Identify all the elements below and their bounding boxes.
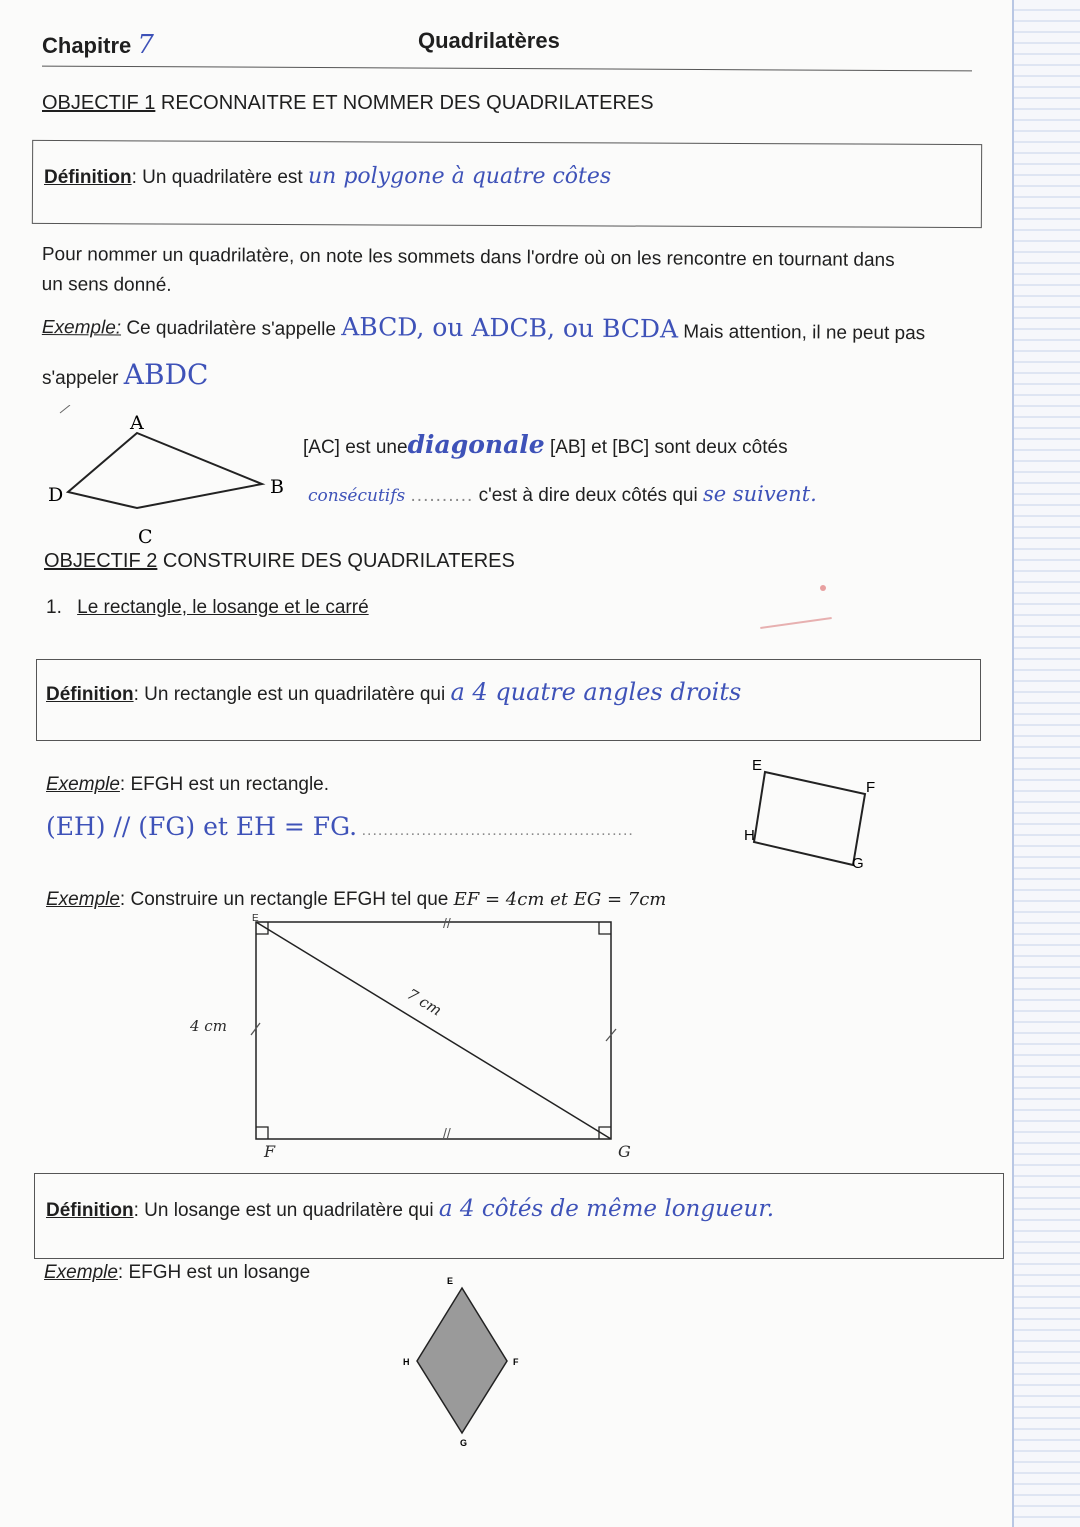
kite-figure bbox=[40, 405, 300, 550]
objective-2-heading bbox=[44, 550, 515, 573]
naming-line-2: un sens donné. bbox=[41, 273, 172, 296]
small-rectangle-figure bbox=[740, 752, 880, 877]
objective-1-label: OBJECTIF 1 bbox=[42, 92, 156, 114]
diagonal-text-3: c'est à dire deux côtés qui bbox=[478, 485, 698, 506]
small-rect-label-h: H bbox=[744, 827, 755, 844]
objective-1-title: RECONNAITRE ET NOMMER DES QUADRILATERES bbox=[160, 92, 654, 114]
example-1-answer: ABCD, ou ADCB, ou BCDA bbox=[341, 312, 679, 344]
definition-1-text: : Un quadrilatère est bbox=[131, 167, 303, 188]
objective-2-label: OBJECTIF 2 bbox=[44, 550, 158, 572]
definition-2-answer: a 4 quatre angles droits bbox=[450, 678, 742, 706]
section-1-title: Le rectangle, le losange et le carré bbox=[77, 597, 369, 618]
small-rect-label-e: E bbox=[752, 757, 763, 774]
losange-label-g: G bbox=[460, 1438, 468, 1448]
example-1-text-3: s'appeler bbox=[42, 368, 119, 389]
diagonal-text-1: [AC] est une bbox=[303, 437, 408, 458]
construction-label-f: F bbox=[264, 1142, 276, 1161]
graph-paper-edge bbox=[1012, 0, 1080, 1527]
chapter-label: Chapitre bbox=[42, 33, 132, 58]
losange-label-h: H bbox=[403, 1357, 410, 1367]
kite-label-d: D bbox=[48, 484, 64, 506]
diagonal-text-2: [AB] et [BC] sont deux côtés bbox=[549, 437, 788, 458]
definition-3 bbox=[46, 1196, 774, 1222]
diagonal-answer-3: se suivent. bbox=[702, 482, 817, 506]
losange-label-e: E bbox=[447, 1276, 454, 1286]
pen-mark bbox=[60, 405, 70, 413]
diagonal-line-2 bbox=[308, 482, 817, 507]
construction-label-e: E bbox=[252, 913, 259, 924]
kite-shape bbox=[68, 433, 262, 508]
kite-label-a: A bbox=[130, 412, 144, 434]
length-label-7cm: 7 cm bbox=[403, 984, 445, 1020]
objective-2-title: CONSTRUIRE DES QUADRILATERES bbox=[162, 550, 515, 572]
example-1-text-2: Mais attention, il ne peut pas bbox=[683, 321, 926, 345]
diagonal-answer-1: diagonale bbox=[407, 430, 545, 459]
example-1-text: Ce quadrilatère s'appelle bbox=[126, 317, 337, 341]
example-2-answer: (EH) // (FG) et EH = FG. bbox=[46, 812, 358, 841]
losange-figure bbox=[395, 1270, 535, 1455]
definition-3-text: : Un losange est un quadrilatère qui bbox=[133, 1200, 434, 1221]
right-angle-mark bbox=[256, 1127, 268, 1139]
diagonal-line-1 bbox=[303, 430, 788, 459]
example-4-label: Exemple bbox=[44, 1262, 118, 1283]
definition-2 bbox=[46, 678, 741, 706]
losange-label-f: F bbox=[513, 1357, 519, 1367]
example-2 bbox=[46, 774, 329, 796]
definition-1-answer: un polygone à quatre côtes bbox=[307, 164, 612, 189]
small-rect-label-g: G bbox=[852, 855, 864, 872]
definition-2-label: Définition bbox=[46, 684, 134, 705]
example-3-label: Exemple bbox=[46, 889, 120, 910]
example-2-text: : EFGH est un rectangle. bbox=[119, 774, 330, 795]
objective-1-heading bbox=[42, 92, 654, 115]
definition-1 bbox=[44, 164, 611, 189]
dotted-leader: .................................................. bbox=[361, 822, 634, 839]
naming-paragraph bbox=[42, 240, 982, 307]
kite-label-b: B bbox=[270, 476, 284, 498]
example-2-answer-line bbox=[46, 812, 634, 841]
example-1-line-2 bbox=[42, 358, 208, 391]
chapter-heading bbox=[42, 30, 154, 60]
example-1-answer-2: ABDC bbox=[123, 358, 209, 391]
example-4-text: : EFGH est un losange bbox=[117, 1262, 311, 1283]
small-rect-label-f: F bbox=[866, 779, 876, 796]
red-pen-mark bbox=[760, 617, 832, 629]
equal-tick-mark: // bbox=[443, 915, 451, 931]
right-angle-mark bbox=[599, 922, 611, 934]
definition-2-text: : Un rectangle est un quadrilatère qui bbox=[133, 684, 446, 705]
page-title: Quadrilatères bbox=[418, 28, 560, 53]
kite-label-c: C bbox=[138, 526, 153, 548]
header-rule bbox=[42, 66, 972, 72]
diagonal-answer-2: consécutifs bbox=[308, 486, 406, 506]
construction-figure bbox=[180, 905, 660, 1170]
naming-line-1: Pour nommer un quadrilatère, on note les sommets dans l'ordre où on les rencontre en tournant dans bbox=[41, 243, 895, 271]
equal-tick-mark: // bbox=[443, 1125, 451, 1141]
definition-3-answer: a 4 côtés de même longueur. bbox=[438, 1196, 775, 1222]
dotted-leader: .......... bbox=[410, 485, 474, 506]
example-1-label: Exemple: bbox=[41, 316, 122, 339]
example-2-label: Exemple bbox=[46, 774, 120, 795]
example-3-formula: EF = 4cm et EG = 7cm bbox=[453, 889, 667, 910]
construction-label-g: G bbox=[618, 1142, 631, 1161]
section-1-heading bbox=[46, 597, 369, 619]
diagonal-eg bbox=[256, 922, 611, 1139]
length-label-4cm: 4 cm bbox=[190, 1017, 227, 1035]
chapter-number: 7 bbox=[137, 30, 154, 60]
example-3-text: : Construire un rectangle EFGH tel que bbox=[119, 889, 449, 910]
example-1 bbox=[42, 310, 926, 345]
section-1-number: 1. bbox=[46, 597, 62, 618]
definition-3-label: Définition bbox=[46, 1200, 134, 1221]
definition-1-label: Définition bbox=[44, 167, 132, 188]
red-dot-mark bbox=[820, 585, 826, 591]
losange-shape bbox=[417, 1288, 507, 1433]
small-rectangle-shape bbox=[754, 772, 865, 865]
example-4 bbox=[44, 1262, 310, 1284]
